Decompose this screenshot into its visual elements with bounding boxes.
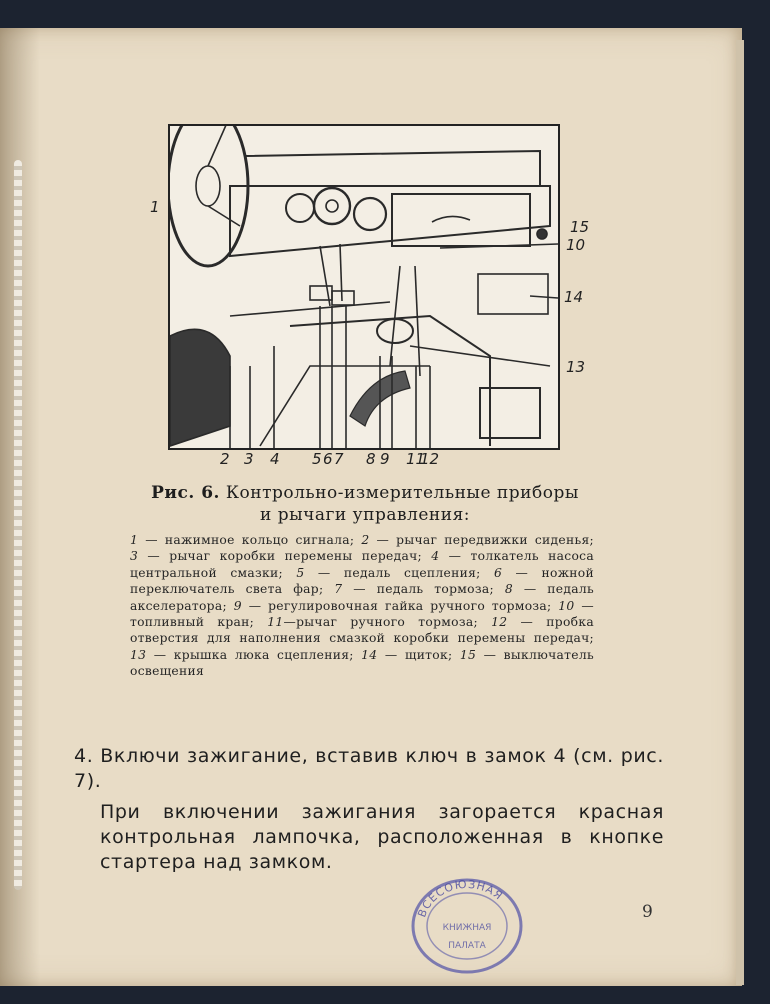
legend-text: — педаль сцепления;: [317, 565, 481, 580]
legend-text: — педаль акселератора;: [130, 582, 594, 613]
callout-7: 7: [334, 450, 344, 468]
caption-title-line1: Контрольно-измерительные приборы: [225, 483, 579, 503]
legend-text: — педаль тормоза;: [353, 582, 494, 597]
legend-text: — регулировочная гайка ручного тормоза;: [248, 598, 552, 613]
legend-text: — выключатель освещения: [130, 647, 594, 679]
stamp-text-top: ВСЕСОЮЗНАЯ: [415, 877, 506, 920]
legend-num: 15: [459, 647, 477, 662]
legend-num: 8: [504, 582, 513, 597]
caption-title-line2: и рычаги управления:: [259, 505, 471, 525]
legend-text: — рычаг коробки перемены передач;: [147, 549, 422, 564]
callout-13: 13: [566, 358, 586, 376]
legend-num: 11: [267, 615, 284, 630]
caption-label: Рис. 6.: [151, 483, 220, 503]
legend-text: — ножной переключатель света фар;: [130, 565, 595, 597]
callout-2: 2: [220, 450, 230, 468]
callout-10: 10: [566, 236, 586, 254]
page-number: 9: [642, 902, 653, 922]
legend-num: 10: [558, 598, 575, 613]
stamp-text-mid: КНИЖНАЯ: [442, 923, 492, 933]
callout-11: 11: [406, 450, 426, 468]
legend-num: 14: [361, 647, 378, 662]
callout-12: 12: [420, 450, 440, 468]
callout-1: 1: [150, 198, 160, 216]
legend-text: — рычаг передвижки сиденья;: [376, 533, 594, 547]
callout-8: 8: [366, 450, 376, 468]
svg-text:ВСЕСОЮЗНАЯ: [415, 878, 505, 919]
paragraph-step-4: [74, 744, 664, 794]
figure-caption: [100, 482, 630, 526]
binding-thread: [14, 160, 22, 890]
legend-text: — щиток;: [384, 647, 453, 662]
legend-num: 1: [130, 533, 139, 547]
legend-num: 7: [334, 582, 343, 597]
paragraph-text: 4. Включи зажигание, вставив ключ в замок 4 (см. рис. 7).: [74, 745, 664, 792]
legend-text: — нажимное кольцо сигнала;: [145, 533, 355, 547]
legend-num: 4: [431, 549, 440, 564]
legend-num: 5: [296, 565, 305, 580]
page-edge: [736, 40, 744, 985]
callout-3: 3: [244, 450, 254, 468]
paragraph-text: При включении зажигания загорается красная контрольная лампочка, расположенная в кнопке стартера над замком.: [100, 801, 664, 873]
legend-num: 2: [361, 533, 370, 547]
callout-4: 4: [270, 450, 280, 468]
legend-text: — пробка отверстия для наполнения смазкой коробки перемены передач;: [130, 615, 594, 646]
legend-text: — крышка люка сцепления;: [153, 647, 354, 662]
figure-legend: [130, 532, 594, 680]
callout-5: 5: [312, 450, 322, 468]
legend-num: 6: [494, 565, 503, 580]
legend-num: 3: [130, 549, 139, 564]
dashboard-drawing: [170, 126, 558, 448]
legend-num: 12: [491, 615, 508, 630]
callout-14: 14: [564, 288, 584, 306]
library-stamp: [410, 876, 524, 976]
figure-illustration: [168, 124, 560, 450]
legend-num: 9: [233, 598, 242, 613]
legend-text: — толкатель насоса центральной смазки;: [130, 549, 594, 580]
legend-text: —рычаг ручного тормоза;: [283, 615, 478, 630]
paragraph-ignition-lamp: [74, 800, 664, 875]
legend-text: — топливный кран;: [130, 598, 594, 630]
legend-num: 13: [130, 647, 147, 662]
stamp-text-bot: ПАЛАТА: [448, 941, 486, 951]
callout-15: 15: [570, 218, 590, 236]
callout-9: 9: [380, 450, 390, 468]
callout-6: 6: [323, 450, 333, 468]
